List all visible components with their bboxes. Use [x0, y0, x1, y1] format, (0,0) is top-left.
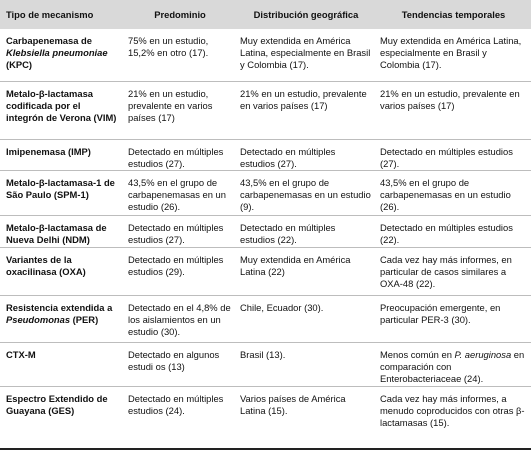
cell-temporal-trends [376, 170, 531, 215]
trend-text: Detectado en múltiples estudios (22). [380, 221, 513, 245]
cell-prevalence: Detectado en el 4,8% de los aislamientos en un estudio (30). [128, 301, 231, 337]
cell-temporal-trends [376, 29, 531, 81]
mechanism-name-text: CTX-M [6, 348, 36, 360]
mechanism-name-text: Metalo-β-lactamasa-1 de São Paulo (SPM-1) [6, 176, 115, 200]
cell-mechanism-type [0, 139, 124, 170]
table-row [0, 29, 531, 81]
header-prevalence: Predominio [124, 0, 236, 29]
header-mechanism-type: Tipo de mecanismo [0, 0, 124, 29]
mechanism-name-italic-text: Pseudomonas [6, 313, 71, 325]
mechanism-name-text: Espectro Extendido de Guayana (GES) [6, 392, 108, 416]
cell-geographic-distribution: Muy extendida en América Latina (22) [240, 253, 351, 277]
cell-temporal-trends [376, 81, 531, 139]
cell-prevalence: Detectado en múltiples estudios (27). [128, 221, 224, 245]
mechanism-name-text: Metalo-β-lactamasa de Nueva Delhi (NDM) [6, 221, 107, 245]
cell-prevalence: 21% en un estudio, prevalente en varios países (17) [128, 87, 213, 123]
cell-mechanism-type [0, 215, 124, 247]
mechanism-name-text: Metalo-β-lactamasa codificada por el integrón de Verona (VIM) [6, 87, 117, 123]
cell-prevalence: 75% en un estudio, 15,2% en otro (17). [128, 35, 209, 58]
mechanism-name-suffix-text: (PER) [70, 313, 99, 325]
cell-geographic-distribution: Muy extendida en América Latina, especialmente en Brasil y Colombia (17). [240, 35, 371, 70]
mechanism-name-text: Variantes de la oxacilinasa (OXA) [6, 253, 86, 277]
trend-text: Muy extendida en América Latina, especialmente en Brasil y Colombia (17). [380, 35, 522, 70]
cell-temporal-trends [376, 139, 531, 170]
mechanism-name-text: Resistencia extendida a [6, 301, 113, 313]
cell-prevalence: Detectado en múltiples estudios (27). [128, 145, 224, 169]
cell-mechanism-type [0, 247, 124, 295]
mechanism-name-suffix-text: (KPC) [6, 59, 33, 70]
table-header [0, 0, 531, 29]
cell-mechanism-type [0, 29, 124, 81]
table-row [0, 342, 531, 386]
cell-temporal-trends [376, 342, 531, 386]
trend-suffix-text: en comparación con Enterobacteriaceae (24). [380, 348, 525, 384]
mechanism-name-italic-text: Klebsiella pneumoniae [6, 47, 108, 58]
table-body [0, 29, 531, 429]
cell-prevalence: 43,5% en el grupo de carbapenemasas en un estudio (26). [128, 176, 226, 212]
cell-geographic-distribution: Detectado en múltiples estudios (27). [240, 145, 336, 169]
cell-geographic-distribution: Varios países de América Latina (15). [240, 392, 346, 416]
header-temporal-trends: Tendencias temporales [376, 0, 531, 29]
table-row [0, 386, 531, 429]
cell-temporal-trends [376, 215, 531, 247]
trend-text: Cada vez hay más informes, a menudo coproducidos con otras β- lactamasas (15). [380, 392, 525, 428]
cell-prevalence: Detectado en múltiples estudios (29). [128, 253, 224, 277]
trend-text: Cada vez hay más informes, en particular de casos similares a OXA-48 (22). [380, 253, 512, 289]
cell-mechanism-type [0, 81, 124, 139]
trend-text: Menos común en [380, 348, 455, 360]
table-row [0, 170, 531, 215]
table-row [0, 139, 531, 170]
table-row [0, 81, 531, 139]
cell-temporal-trends [376, 247, 531, 295]
cell-geographic-distribution: 43,5% en el grupo de carbapenemasas en un estudio (9). [240, 176, 371, 212]
cell-temporal-trends [376, 386, 531, 429]
header-geographic-distribution: Distribución geográfica [236, 0, 376, 29]
mechanism-name-text: Imipenemasa (IMP) [6, 145, 91, 157]
trend-italic-text: P. aeruginosa [454, 348, 512, 360]
cell-prevalence: Detectado en algunos estudi os (13) [128, 348, 220, 372]
table-row [0, 247, 531, 295]
cell-geographic-distribution: 21% en un estudio, prevalente en varios países (17) [240, 87, 367, 111]
cell-mechanism-type [0, 295, 124, 342]
trend-text: Preocupación emergente, en particular PER-3 (30). [380, 301, 501, 325]
cell-geographic-distribution: Brasil (13). [240, 348, 286, 360]
cell-geographic-distribution: Detectado en múltiples estudios (22). [240, 221, 336, 245]
cell-temporal-trends [376, 295, 531, 342]
cell-mechanism-type [0, 342, 124, 386]
cell-mechanism-type [0, 386, 124, 429]
cell-geographic-distribution: Chile, Ecuador (30). [240, 301, 324, 313]
header-row [0, 0, 531, 29]
trend-text: 43,5% en el grupo de carbapenemasas en un estudio (26). [380, 176, 511, 212]
table-row [0, 295, 531, 342]
cell-mechanism-type [0, 170, 124, 215]
cell-prevalence: Detectado en múltiples estudios (24). [128, 392, 224, 416]
trend-text: 21% en un estudio, prevalente en varios países (17) [380, 87, 520, 111]
trend-text: Detectado en múltiples estudios (27). [380, 145, 513, 169]
mechanism-name-text: Carbapenemasa de [6, 35, 92, 46]
table-row [0, 215, 531, 247]
